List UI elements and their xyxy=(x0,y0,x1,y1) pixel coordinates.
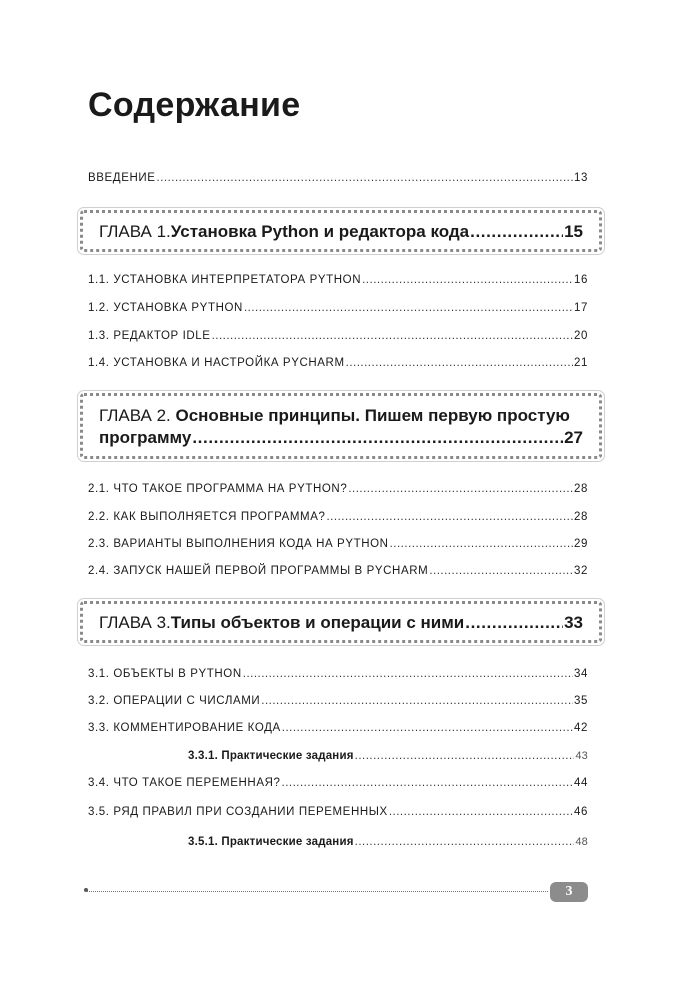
dot-leader xyxy=(390,536,573,552)
toc-entry[interactable] xyxy=(88,509,588,525)
toc-subentry[interactable] xyxy=(188,748,588,764)
toc-entry[interactable] xyxy=(88,563,588,579)
toc-entry-label: 2.4. ЗАПУСК НАШЕЙ ПЕРВОЙ ПРОГРАММЫ В PYCHARM xyxy=(88,565,429,577)
toc-entry[interactable] xyxy=(88,775,588,791)
toc-entry[interactable] xyxy=(88,481,588,497)
dot-leader xyxy=(192,427,563,449)
chapter-2-title-line1: Основные принципы. Пишем первую простую xyxy=(175,406,570,425)
dot-leader xyxy=(429,563,573,579)
chapter-3-page: 33 xyxy=(564,613,583,632)
toc-entry-intro[interactable] xyxy=(88,170,588,186)
page-title: Содержание xyxy=(88,86,301,124)
chapter-2-heading-line1 xyxy=(99,405,583,427)
dot-leader xyxy=(355,748,575,764)
chapter-2-title-line2: программу xyxy=(99,428,192,447)
toc-entry-label: 1.1. УСТАНОВКА ИНТЕРПРЕТАТОРА PYTHON xyxy=(88,274,362,286)
dot-leader xyxy=(244,300,573,316)
chapter-1-heading xyxy=(99,221,583,243)
toc-entry-label: 2.1. ЧТО ТАКОЕ ПРОГРАММА НА PYTHON? xyxy=(88,483,348,495)
toc-entry[interactable] xyxy=(88,272,588,288)
toc-entry-label: 2.2. КАК ВЫПОЛНЯЕТСЯ ПРОГРАММА? xyxy=(88,511,326,523)
chapter-3-box[interactable] xyxy=(80,601,602,643)
toc-entry-page: 13 xyxy=(574,172,588,184)
dot-leader xyxy=(326,509,573,525)
toc-entry-page: 21 xyxy=(574,357,588,369)
toc-entry-label: 3.5. РЯД ПРАВИЛ ПРИ СОЗДАНИИ ПЕРЕМЕННЫХ xyxy=(88,806,388,818)
chapter-3-title: Типы объектов и операции с ними xyxy=(170,613,465,632)
toc-entry[interactable] xyxy=(88,536,588,552)
chapter-2-page: 27 xyxy=(564,428,583,447)
dot-leader xyxy=(362,272,573,288)
toc-subentry-page: 43 xyxy=(575,750,588,762)
dot-leader xyxy=(355,834,575,850)
toc-entry-page: 28 xyxy=(574,511,588,523)
toc-entry-page: 29 xyxy=(574,538,588,550)
dot-leader xyxy=(348,481,573,497)
toc-subentry[interactable] xyxy=(188,834,588,850)
toc-entry-page: 42 xyxy=(574,722,588,734)
chapter-2-prefix: ГЛАВА 2. xyxy=(99,406,176,425)
toc-entry-label: 1.2. УСТАНОВКА PYTHON xyxy=(88,302,243,314)
toc-entry-label: ВВЕДЕНИЕ xyxy=(88,172,156,184)
toc-entry[interactable] xyxy=(88,300,588,316)
chapter-2-heading-line2 xyxy=(99,427,583,449)
chapter-1-page: 15 xyxy=(564,222,583,241)
dot-leader xyxy=(243,666,573,682)
toc-entry-label: 1.4. УСТАНОВКА И НАСТРОЙКА PYCHARM xyxy=(88,357,345,369)
toc-entry-page: 35 xyxy=(574,695,588,707)
toc-entry-page: 16 xyxy=(574,274,588,286)
toc-entry-page: 17 xyxy=(574,302,588,314)
dot-leader xyxy=(470,221,563,243)
dot-leader xyxy=(261,693,573,709)
toc-entry[interactable] xyxy=(88,693,588,709)
toc-entry-label: 2.3. ВАРИАНТЫ ВЫПОЛНЕНИЯ КОДА НА PYTHON xyxy=(88,538,389,550)
toc-subentry-label: 3.3.1. Практические задания xyxy=(188,750,354,762)
chapter-1-prefix: ГЛАВА 1. xyxy=(99,222,171,241)
page-number-badge: 3 xyxy=(550,882,588,902)
toc-entry[interactable] xyxy=(88,804,588,820)
toc-entry-label: 1.3. РЕДАКТОР IDLE xyxy=(88,330,211,342)
toc-entry-label: 3.3. КОММЕНТИРОВАНИЕ КОДА xyxy=(88,722,281,734)
toc-entry-page: 32 xyxy=(574,565,588,577)
dot-leader xyxy=(212,328,573,344)
chapter-3-heading xyxy=(99,612,583,634)
dot-leader xyxy=(465,612,563,634)
dot-leader xyxy=(282,720,573,736)
toc-entry-label: 3.1. ОБЪЕКТЫ В PYTHON xyxy=(88,668,242,680)
toc-entry[interactable] xyxy=(88,666,588,682)
chapter-2-box[interactable] xyxy=(80,393,602,459)
chapter-1-title: Установка Python и редактора кода xyxy=(170,222,470,241)
chapter-1-box[interactable] xyxy=(80,210,602,252)
toc-entry-page: 34 xyxy=(574,668,588,680)
toc-entry[interactable] xyxy=(88,328,588,344)
chapter-3-prefix: ГЛАВА 3. xyxy=(99,613,171,632)
dot-leader xyxy=(389,804,573,820)
toc-subentry-label: 3.5.1. Практические задания xyxy=(188,836,354,848)
toc-entry[interactable] xyxy=(88,355,588,371)
dot-leader xyxy=(282,775,574,791)
toc-subentry-page: 48 xyxy=(575,836,588,848)
toc-entry-page: 28 xyxy=(574,483,588,495)
toc-entry[interactable] xyxy=(88,720,588,736)
dot-leader xyxy=(157,170,573,186)
toc-entry-page: 44 xyxy=(574,777,588,789)
toc-entry-label: 3.2. ОПЕРАЦИИ С ЧИСЛАМИ xyxy=(88,695,261,707)
dot-leader xyxy=(346,355,573,371)
toc-entry-label: 3.4. ЧТО ТАКОЕ ПЕРЕМЕННАЯ? xyxy=(88,777,281,789)
toc-entry-page: 46 xyxy=(574,806,588,818)
toc-entry-page: 20 xyxy=(574,330,588,342)
footer-rule xyxy=(86,891,548,892)
